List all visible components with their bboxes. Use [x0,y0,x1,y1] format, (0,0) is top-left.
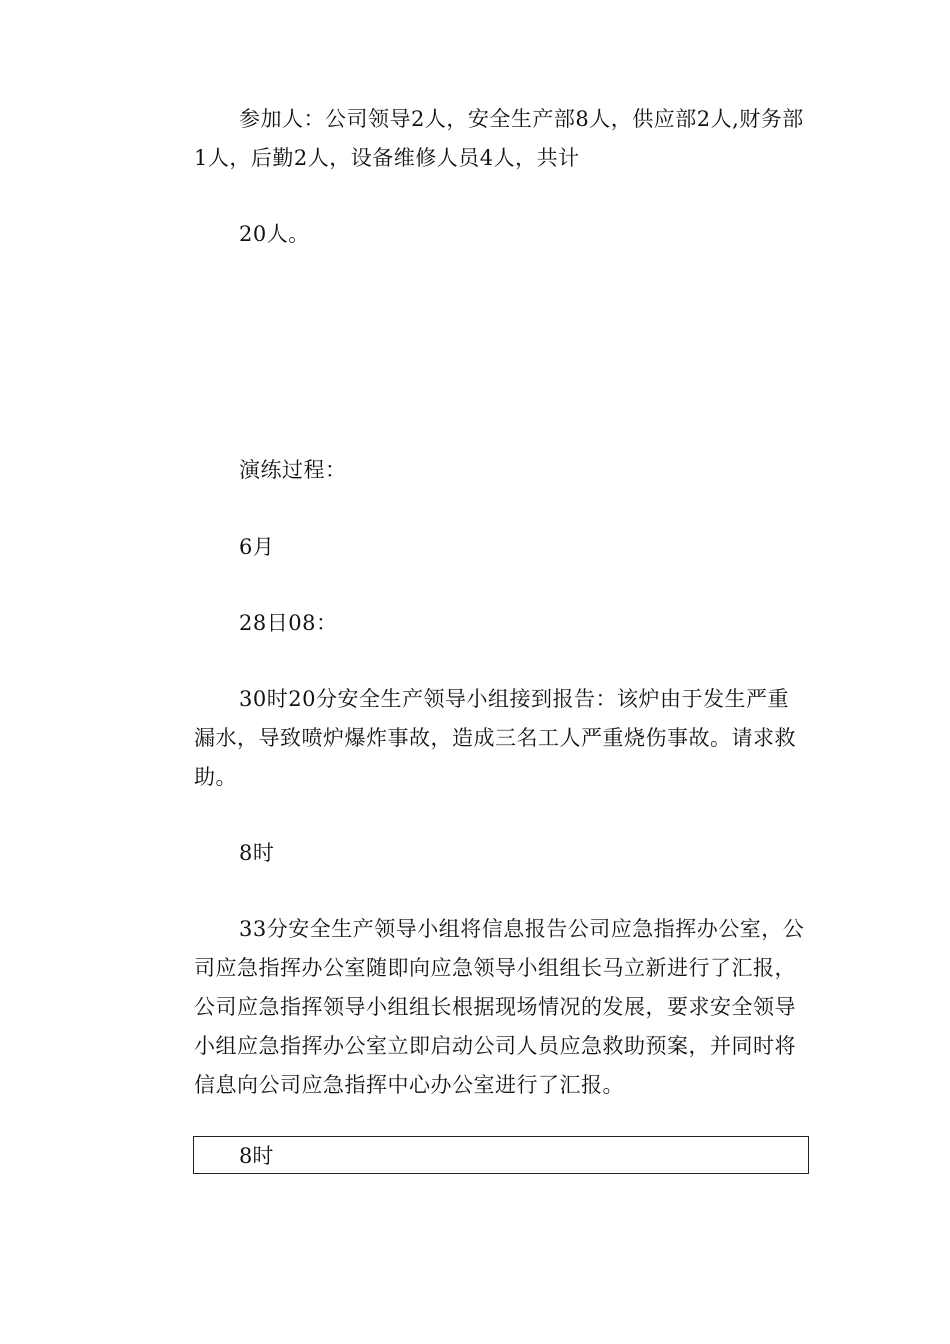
participants-paragraph: 参加人：公司领导2人，安全生产部8人，供应部2人,财务部1人，后勤2人，设备维修人员4人，共计 [194,107,804,170]
drill-process-heading: 演练过程： [239,458,347,482]
date-day-time: 28日08： [239,611,338,635]
participants-total: 20人。 [239,222,310,246]
boxed-time-line [193,1136,809,1174]
report-escalation-paragraph: 33分安全生产领导小组将信息报告公司应急指挥办公室，公司应急指挥办公室随即向应急领导小组组长马立新进行了汇报，公司应急指挥领导小组组长根据现场情况的发展，要求安全领导小组应急指挥办公室立即启动公司人员应急救助预案，并同时将信息向公司应急指挥中心办公室进行了汇报。 [194,917,805,1097]
report-received-paragraph: 30时20分安全生产领导小组接到报告：该炉由于发生严重漏水，导致喷炉爆炸事故，造成三名工人严重烧伤事故。请求救助。 [194,687,796,789]
boxed-time-text: 8时 [239,1144,274,1168]
time-8-hour: 8时 [239,841,275,865]
date-month: 6月 [239,535,275,559]
